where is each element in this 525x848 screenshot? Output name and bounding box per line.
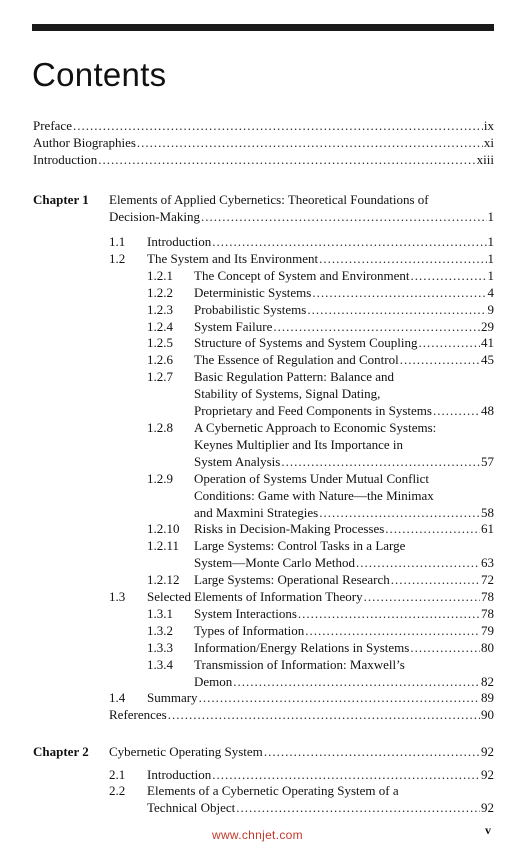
section-title: Summary	[147, 690, 198, 705]
page-ref: 4	[487, 285, 494, 300]
section-number: 2.2	[109, 783, 126, 798]
section-number: 1.3	[109, 589, 126, 604]
dot-leader	[319, 250, 486, 267]
page-ref: 78	[481, 606, 494, 621]
page-ref: 1	[487, 251, 494, 266]
section-number: 1.2.11	[147, 538, 180, 553]
dot-leader	[168, 706, 480, 723]
page-ref: 58	[481, 505, 494, 520]
toc-subsection-1-2-10[interactable]	[0, 520, 525, 537]
section-number: 1.2.9	[147, 471, 173, 486]
page-ref: 92	[481, 744, 494, 759]
dot-leader	[433, 402, 480, 419]
dot-leader	[199, 689, 480, 706]
toc-subsection-1-3-4-end[interactable]	[0, 673, 525, 690]
section-title-line3: Proprietary and Feed Components in Systems	[194, 403, 432, 418]
page-ref: 92	[481, 767, 494, 782]
section-title-line2: Stability of Systems, Signal Dating,	[194, 386, 381, 401]
section-title-line2: Conditions: Game with Nature—the Minimax	[194, 488, 434, 503]
section-number: 1.2.7	[147, 369, 173, 384]
section-title-line3: and Maxmini Strategies	[194, 505, 319, 520]
entry-title: Introduction	[33, 152, 98, 167]
dot-leader	[391, 571, 480, 588]
dot-leader	[385, 520, 480, 537]
chapter-label: Chapter 2	[33, 744, 89, 759]
dot-leader	[419, 334, 480, 351]
section-title-line1: Operation of Systems Under Mutual Conflict	[194, 471, 430, 486]
section-number: 1.2	[109, 251, 126, 266]
chapter-title-line1: Elements of Applied Cybernetics: Theoretical Foundations of	[109, 192, 429, 207]
page-ref: 92	[481, 800, 494, 815]
section-title: The System and Its Environment	[147, 251, 319, 266]
dot-leader	[364, 588, 480, 605]
toc-entry-introduction[interactable]	[0, 151, 525, 168]
section-number: 1.2.4	[147, 319, 173, 334]
section-number: 1.3.3	[147, 640, 173, 655]
dot-leader	[98, 151, 475, 168]
page-ref: 90	[481, 707, 494, 722]
toc-subsection-1-2-8[interactable]	[0, 419, 525, 436]
toc-subsection-1-3-2[interactable]	[0, 622, 525, 639]
section-title: Large Systems: Operational Research	[194, 572, 390, 587]
page-ref: ix	[483, 118, 494, 133]
section-number: 1.2.6	[147, 352, 173, 367]
page-ref: 9	[487, 302, 494, 317]
top-rule	[32, 24, 494, 31]
section-number: 1.2.2	[147, 285, 173, 300]
toc-subsection-1-2-7-cont	[0, 385, 525, 402]
chapter-title: Cybernetic Operating System	[109, 744, 263, 759]
page-ref: 72	[481, 572, 494, 587]
section-number: 1.3.4	[147, 657, 173, 672]
dot-leader	[400, 351, 480, 368]
section-number: 1.2.3	[147, 302, 173, 317]
section-title-line2: Technical Object	[147, 800, 236, 815]
dot-leader	[319, 504, 480, 521]
dot-leader	[201, 208, 487, 225]
toc-subsection-1-2-6[interactable]	[0, 351, 525, 368]
toc-subsection-1-2-12[interactable]	[0, 571, 525, 588]
section-title-line2: Keynes Multiplier and Its Importance in	[194, 437, 404, 452]
section-title: The Concept of System and Environment	[194, 268, 410, 283]
page-ref: 1	[487, 268, 494, 283]
dot-leader	[212, 233, 486, 250]
dot-leader	[307, 301, 486, 318]
section-title-line1: Large Systems: Control Tasks in a Large	[194, 538, 406, 553]
toc-subsection-1-2-9-cont	[0, 487, 525, 504]
section-number: 1.3.1	[147, 606, 173, 621]
toc-section-1-2[interactable]	[0, 250, 525, 267]
section-number: 1.3.2	[147, 623, 173, 638]
section-title: Selected Elements of Information Theory	[147, 589, 363, 604]
section-number: 1.2.12	[147, 572, 180, 587]
entry-title: Author Biographies	[33, 135, 136, 150]
dot-leader	[264, 743, 480, 760]
toc-entry-author-biographies[interactable]	[0, 134, 525, 151]
dot-leader	[73, 117, 483, 134]
toc-subsection-1-2-3[interactable]	[0, 301, 525, 318]
section-title: Probabilistic Systems	[194, 302, 307, 317]
watermark: www.chnjet.com	[212, 828, 303, 842]
section-number: 1.4	[109, 690, 126, 705]
section-number: 1.2.8	[147, 420, 173, 435]
toc-subsection-1-3-1[interactable]	[0, 605, 525, 622]
dot-leader	[281, 453, 480, 470]
section-title: Introduction	[147, 234, 212, 249]
section-title: Risks in Decision-Making Processes	[194, 521, 385, 536]
page-ref: 41	[481, 335, 494, 350]
section-number: 2.1	[109, 767, 126, 782]
toc-references[interactable]	[0, 706, 525, 723]
page-ref: 63	[481, 555, 494, 570]
dot-leader	[233, 673, 480, 690]
toc-subsection-1-2-9-end[interactable]	[0, 504, 525, 521]
chapter-title-line2: Decision-Making	[109, 209, 200, 224]
page-ref: 1	[487, 209, 494, 224]
chapter-2-heading[interactable]	[0, 743, 525, 760]
toc-subsection-1-3-3[interactable]	[0, 639, 525, 656]
section-title: Types of Information	[194, 623, 305, 638]
toc-section-2-1[interactable]	[0, 766, 525, 783]
chapter-label: Chapter 1	[33, 192, 89, 207]
section-title: Deterministic Systems	[194, 285, 312, 300]
dot-leader	[410, 639, 480, 656]
page-ref: xi	[483, 135, 494, 150]
dot-leader	[356, 554, 480, 571]
page-ref: 29	[481, 319, 494, 334]
section-title: The Essence of Regulation and Control	[194, 352, 399, 367]
page-number: v	[485, 823, 491, 837]
dot-leader	[236, 799, 480, 816]
toc-subsection-1-3-4[interactable]	[0, 656, 525, 673]
toc-subsection-1-2-1[interactable]	[0, 267, 525, 284]
toc-section-1-4[interactable]	[0, 689, 525, 706]
section-title-line2: Demon	[194, 674, 233, 689]
dot-leader	[212, 766, 480, 783]
toc-section-2-2-end[interactable]	[0, 799, 525, 816]
dot-leader	[298, 605, 480, 622]
section-number: 1.2.5	[147, 335, 173, 350]
toc-subsection-1-2-7-end[interactable]	[0, 402, 525, 419]
page-ref: 1	[487, 234, 494, 249]
dot-leader	[305, 622, 480, 639]
toc-subsection-1-2-11[interactable]	[0, 537, 525, 554]
section-title: References	[109, 707, 167, 722]
chapter-1-heading-cont[interactable]	[0, 208, 525, 225]
toc-entry-preface[interactable]	[0, 117, 525, 134]
section-number: 1.1	[109, 234, 126, 249]
page-ref: 79	[481, 623, 494, 638]
page-ref: 57	[481, 454, 494, 469]
section-title-line1: Transmission of Information: Maxwell’s	[194, 657, 405, 672]
page-ref: xiii	[476, 152, 494, 167]
section-number: 1.2.1	[147, 268, 173, 283]
chapter-1-heading[interactable]	[0, 191, 525, 208]
page-ref: 82	[481, 674, 494, 689]
dot-leader	[137, 134, 483, 151]
toc-subsection-1-2-8-end[interactable]	[0, 453, 525, 470]
section-title: Introduction	[147, 767, 212, 782]
page-ref: 80	[481, 640, 494, 655]
dot-leader	[273, 318, 480, 335]
section-title: Structure of Systems and System Coupling	[194, 335, 418, 350]
page-title: Contents	[32, 56, 167, 93]
toc-subsection-1-2-9[interactable]	[0, 470, 525, 487]
section-title-line1: Basic Regulation Pattern: Balance and	[194, 369, 394, 384]
toc-subsection-1-2-11-end[interactable]	[0, 554, 525, 571]
toc-subsection-1-2-7[interactable]	[0, 368, 525, 385]
toc-section-1-1[interactable]	[0, 233, 525, 250]
dot-leader	[411, 267, 487, 284]
toc-subsection-1-2-4[interactable]	[0, 318, 525, 335]
section-title-line2: System—Monte Carlo Method	[194, 555, 356, 570]
toc-subsection-1-2-2[interactable]	[0, 284, 525, 301]
toc-section-2-2[interactable]	[0, 782, 525, 799]
section-title: Information/Energy Relations in Systems	[194, 640, 410, 655]
page-ref: 89	[481, 690, 494, 705]
page-ref: 48	[481, 403, 494, 418]
toc-subsection-1-2-8-cont	[0, 436, 525, 453]
entry-title: Preface	[33, 118, 72, 133]
toc-section-1-3[interactable]	[0, 588, 525, 605]
section-number: 1.2.10	[147, 521, 180, 536]
toc-subsection-1-2-5[interactable]	[0, 334, 525, 351]
page-ref: 61	[481, 521, 494, 536]
section-title-line1: A Cybernetic Approach to Economic Systems:	[194, 420, 437, 435]
section-title-line1: Elements of a Cybernetic Operating System of a	[147, 783, 399, 798]
dot-leader	[312, 284, 486, 301]
section-title-line3: System Analysis	[194, 454, 281, 469]
section-title: System Failure	[194, 319, 273, 334]
page-ref: 78	[481, 589, 494, 604]
section-title: System Interactions	[194, 606, 297, 621]
page-ref: 45	[481, 352, 494, 367]
